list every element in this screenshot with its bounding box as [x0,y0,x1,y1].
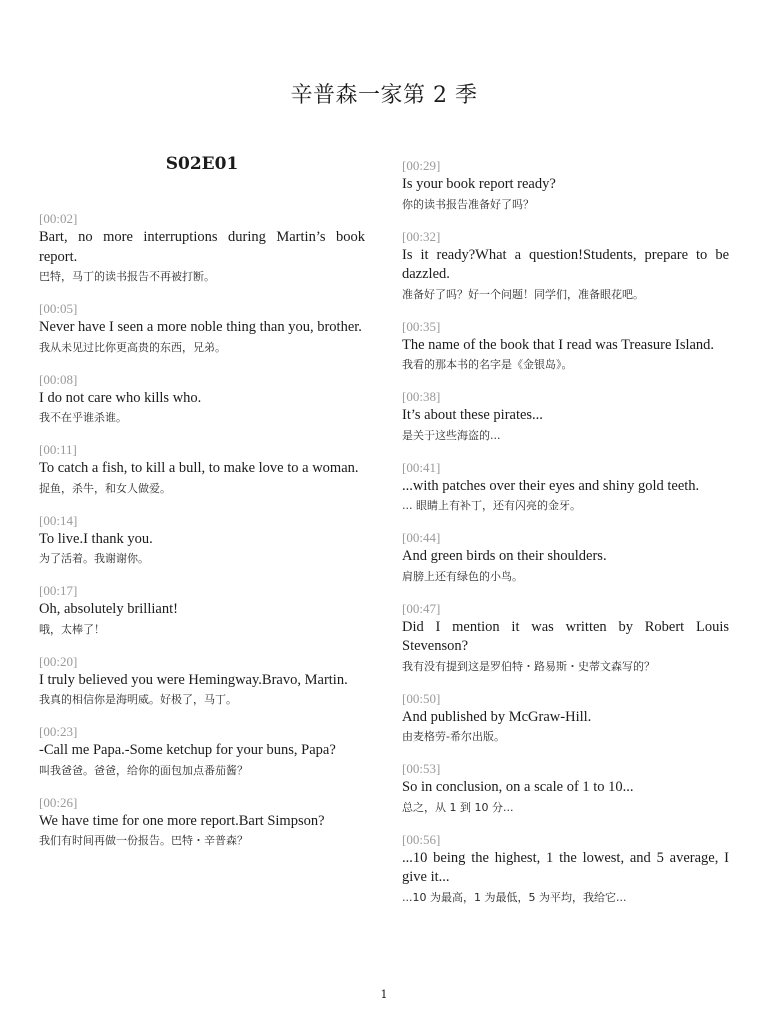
subtitle-entry [39,723,365,781]
english-line: The name of the book that I read was Treasure Island. [402,336,715,353]
english-line: Bart, no more interruptions during Martin’s book report. [39,229,365,265]
chinese-line: 由麦格劳-希尔出版。 [402,730,505,743]
chinese-line: 我看的那本书的名字是《金银岛》。 [402,358,573,371]
timestamp: [00:32] [402,228,441,244]
chinese-line: 准备好了吗？好一个问题！同学们，准备眼花吧。 [402,287,644,301]
timestamp: [00:17] [39,583,78,598]
chinese-line: 总之，从 1 到 10 分... [402,800,514,814]
subtitle-entry [402,459,729,517]
subtitle-entry [39,210,365,287]
english-line: And published by McGraw-Hill. [402,708,592,725]
chinese-line: 我不在乎谁杀谁。 [39,411,127,424]
chinese-line: 巴特，马丁的读书报告不再被打断。 [39,270,215,283]
subtitle-entry [39,441,365,499]
timestamp: [00:11] [39,442,77,457]
english-line: It’s about these pirates... [402,407,543,423]
timestamp: [00:38] [402,389,441,404]
timestamp: [00:08] [39,371,78,387]
timestamp: [00:23] [39,724,78,739]
subtitle-entry [402,318,729,376]
timestamp: [00:47] [402,600,441,616]
subtitle-entry [402,529,729,587]
timestamp: [00:29] [402,158,441,173]
subtitle-entry [402,690,729,748]
english-line: I truly believed you were Hemingway.Bravo, Martin. [39,671,348,688]
chinese-line: 我从未见过比你更高贵的东西，兄弟。 [39,340,226,354]
subtitle-entry [39,300,365,358]
chinese-line: 我真的相信你是海明威。好极了，马丁。 [39,693,237,706]
timestamp: [00:35] [402,318,441,334]
chinese-line: 你的读书报告准备好了吗？ [402,197,534,211]
english-line: To catch a fish, to kill a bull, to make love to a woman. [39,460,359,476]
chinese-line: 哦，太棒了！ [39,622,105,636]
subtitle-entry [39,794,365,852]
subtitle-entry [39,512,365,570]
subtitle-entry [402,157,729,215]
subtitle-entry [402,228,729,305]
chinese-line: 肩膀上还有绿色的小鸟。 [402,569,523,583]
timestamp: [00:41] [402,459,441,475]
left-column [39,154,365,864]
chinese-line: 为了活着。我谢谢你。 [39,552,149,565]
english-line: Never have I seen a more noble thing than you, brother. [39,319,362,335]
english-line: And green birds on their shoulders. [402,548,607,564]
chinese-line: 是关于这些海盗的... [402,428,501,442]
timestamp: [00:50] [402,690,441,706]
episode-heading: S02E01 [165,154,239,174]
subtitle-entry [402,600,729,677]
timestamp: [00:20] [39,653,78,669]
english-line: Did I mention it was written by Robert Louis Stevenson? [402,618,729,654]
english-line: ...with patches over their eyes and shiny gold teeth. [402,477,700,494]
timestamp: [00:26] [39,794,78,810]
subtitle-entry [39,582,365,640]
right-column [402,157,729,921]
english-line: Oh, absolutely brilliant! [39,601,178,617]
document-title: 辛普森一家第 2 季 [290,83,478,108]
left-entries [39,210,365,851]
english-line: We have time for one more report.Bart Simpson? [39,812,325,829]
subtitle-entry [39,653,365,711]
timestamp: [00:14] [39,512,78,528]
english-line: Is your book report ready? [402,176,556,192]
english-line: -Call me Papa.-Some ketchup for your buns, Papa? [39,742,336,758]
english-line: So in conclusion, on a scale of 1 to 10... [402,779,634,795]
chinese-line: 我有没有提到这是罗伯特・路易斯・史蒂文森写的？ [402,659,655,673]
subtitle-entry [402,388,729,446]
chinese-line: 捉鱼，杀牛，和女人做爱。 [39,481,171,495]
subtitle-entry [39,371,365,429]
english-line: Is it ready?What a question!Students, prepare to be dazzled. [402,246,729,282]
timestamp: [00:56] [402,831,441,847]
chinese-line: ...10 为最高，1 为最低，5 为平均，我给它... [402,890,627,904]
english-line: I do not care who kills who. [39,389,202,406]
english-line: To live.I thank you. [39,530,153,547]
subtitle-entry [402,831,729,908]
timestamp: [00:44] [402,530,441,545]
page-number: 1 [380,988,388,1001]
chinese-line: 叫我爸爸。爸爸，给你的面包加点番茄酱？ [39,763,248,777]
chinese-line: ... 眼睛上有补丁，还有闪亮的金牙。 [402,499,581,512]
timestamp: [00:02] [39,211,78,226]
timestamp: [00:53] [402,761,441,776]
timestamp: [00:05] [39,301,78,316]
chinese-line: 我们有时间再做一份报告。巴特・辛普森？ [39,834,248,847]
subtitle-entry [402,760,729,818]
english-line: ...10 being the highest, 1 the lowest, and 5 average, I give it... [402,849,729,885]
